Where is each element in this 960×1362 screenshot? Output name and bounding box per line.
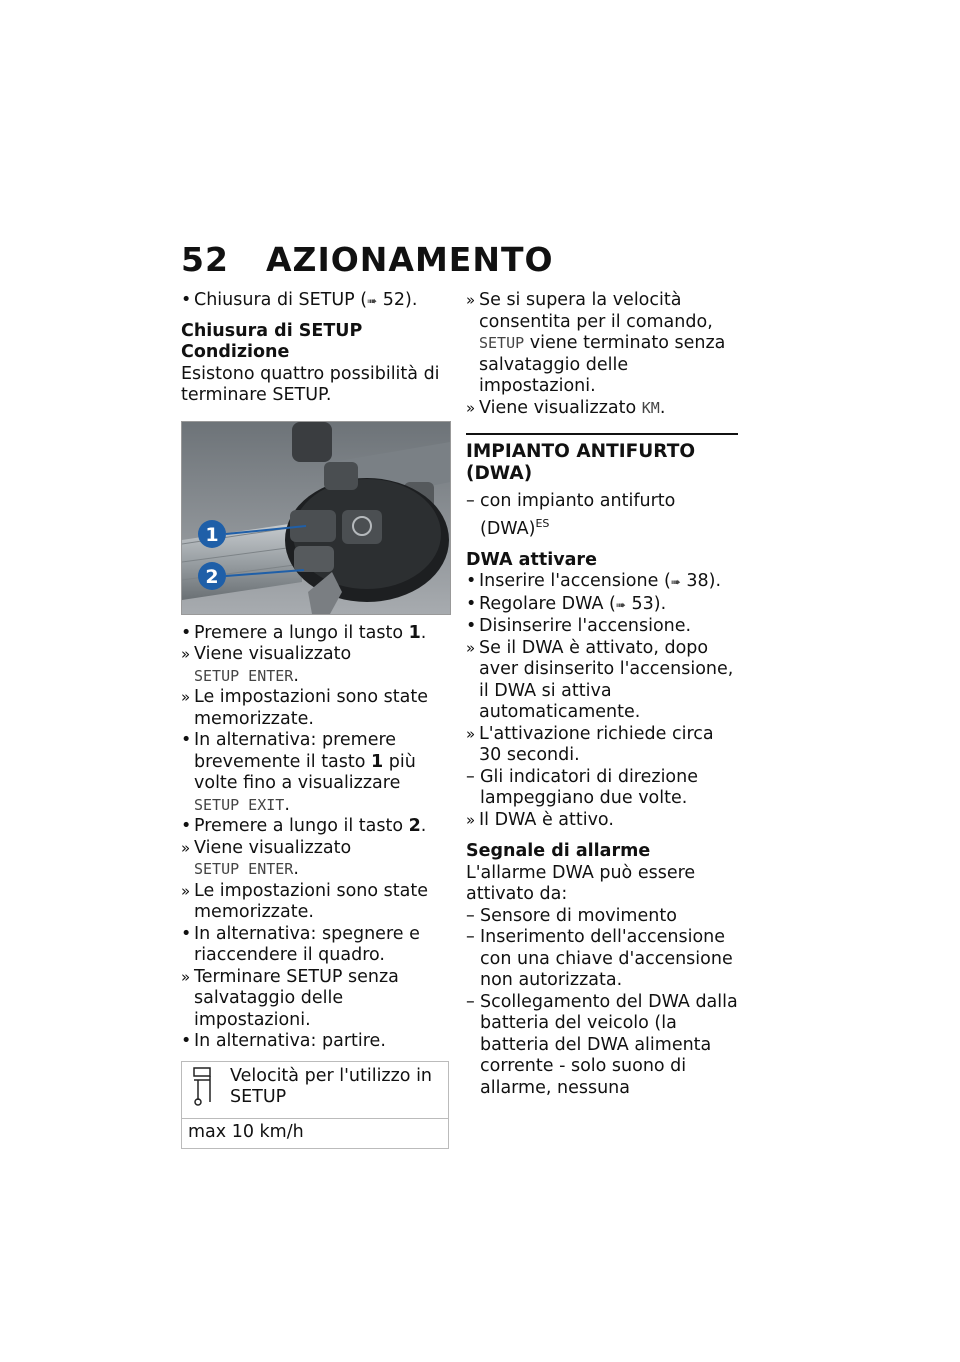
heading-alarm: Segnale di allarme bbox=[466, 841, 651, 862]
page-ref[interactable]: 52). bbox=[382, 290, 418, 310]
condition-item: – con impianto antifurto (DWA)$^{ES}$ bbox=[466, 491, 676, 539]
bullet-icon: • bbox=[181, 730, 192, 750]
bullet-icon: • bbox=[181, 923, 192, 944]
chapter-title: AZIONAMENTO bbox=[266, 240, 554, 279]
bullet-icon: • bbox=[466, 571, 477, 592]
result-item: » Terminare SETUP senza salvataggio delle impostazioni. bbox=[181, 966, 399, 1030]
condition-item: – Gli indicatori di direzione lampeggiano due volte. bbox=[466, 766, 698, 809]
condition-item: – Scollegamento del DWA dalla batteria del veicolo (la batteria del DWA alimenta corrente - solo suono di allarme, nessuna bbox=[466, 991, 738, 1098]
result-icon: » bbox=[466, 724, 476, 743]
dash-icon: – bbox=[466, 766, 475, 787]
result-item: » Viene visualizzato SETUP ENTER. bbox=[181, 644, 352, 686]
page-ref[interactable]: 38). bbox=[686, 571, 722, 592]
spec-label: Velocità per l'utilizzo in SETUP bbox=[230, 1065, 433, 1107]
bullet-item: • In alternativa: spegnere e riaccendere il quadro. bbox=[181, 923, 420, 965]
bullet-item: • Regolare DWA (➠ 53). bbox=[466, 593, 667, 614]
result-item: » Le impostazioni sono state memorizzate. bbox=[181, 880, 428, 922]
callout-label-1: 1 bbox=[205, 523, 219, 546]
page-ref-arrow-icon: ➠ bbox=[670, 575, 681, 590]
condition-item: – Inserimento dell'accensione con una chiave d'accensione non autorizzata. bbox=[466, 927, 733, 991]
result-item: » Se si supera la velocità consentita per il comando, SETUP viene terminato senza salvataggio delle impostazioni. bbox=[466, 290, 726, 396]
bullet-icon: • bbox=[466, 616, 477, 637]
bullet-icon: • bbox=[466, 593, 477, 614]
technical-data-icon bbox=[188, 1066, 230, 1113]
bullet-item: • Inserire l'accensione (➠ 38). bbox=[466, 571, 722, 592]
heading-condition: Condizione bbox=[181, 342, 290, 362]
result-icon: » bbox=[466, 638, 476, 657]
dash-icon: – bbox=[466, 991, 475, 1012]
equipment-code: ES bbox=[535, 516, 550, 530]
callout-label-2: 2 bbox=[205, 565, 219, 588]
result-icon: » bbox=[181, 967, 191, 986]
heading-activate: DWA attivare bbox=[466, 549, 597, 570]
spec-row-label bbox=[182, 1062, 448, 1120]
condition-text: Esistono quattro possibilità di terminare SETUP. bbox=[181, 363, 440, 405]
result-item: » Le impostazioni sono state memorizzate. bbox=[181, 687, 428, 729]
bullet-item: • In alternativa: premere brevemente il tasto 1 più volte fino a visualizzare SETUP EXIT. bbox=[181, 730, 416, 815]
section-title: IMPIANTO ANTIFURTO (DWA) bbox=[466, 433, 738, 485]
handlebar-switch-illustration bbox=[182, 422, 450, 614]
bullet-icon: • bbox=[181, 816, 192, 836]
handlebar-switch-photo bbox=[181, 421, 451, 615]
result-icon: » bbox=[181, 688, 191, 706]
result-icon: » bbox=[181, 881, 191, 900]
bullet-item: • Premere a lungo il tasto 2. bbox=[181, 816, 427, 836]
left-column bbox=[181, 290, 449, 1149]
spec-value: max 10 km/h bbox=[188, 1122, 304, 1142]
result-item: » Viene visualizzato KM. bbox=[466, 397, 666, 418]
result-item: » Il DWA è attivo. bbox=[466, 809, 614, 830]
bullet-icon: • bbox=[181, 1031, 192, 1051]
dash-icon: – bbox=[466, 905, 475, 926]
heading-close-setup: Chiusura di SETUP bbox=[181, 320, 363, 341]
result-item: » Viene visualizzato SETUP ENTER. bbox=[181, 837, 352, 879]
page-ref-arrow-icon: ➠ bbox=[367, 294, 378, 308]
condition-item: – Sensore di movimento bbox=[466, 905, 677, 926]
right-column bbox=[466, 290, 738, 1099]
bullet-item: • Chiusura di SETUP (➠ 52). bbox=[181, 290, 418, 310]
result-icon: » bbox=[466, 291, 476, 309]
result-icon: » bbox=[181, 838, 191, 857]
page-ref[interactable]: 53). bbox=[631, 593, 667, 614]
result-icon: » bbox=[466, 810, 476, 829]
result-item: » Se il DWA è attivato, dopo aver disinserito l'accensione, il DWA si attiva automaticamente. bbox=[466, 637, 734, 723]
result-icon: » bbox=[466, 398, 476, 417]
bullet-item: • In alternativa: partire. bbox=[181, 1031, 386, 1051]
page-ref-arrow-icon: ➠ bbox=[615, 597, 626, 612]
alarm-text: L'allarme DWA può essere attivato da: bbox=[466, 862, 696, 905]
bullet-icon: • bbox=[181, 290, 192, 310]
spec-table bbox=[181, 1061, 449, 1149]
result-icon: » bbox=[181, 645, 191, 663]
dash-icon: – bbox=[466, 927, 475, 948]
result-item: » L'attivazione richiede circa 30 secondi. bbox=[466, 723, 714, 766]
page-number: 52 bbox=[181, 240, 229, 279]
bullet-icon: • bbox=[181, 622, 192, 643]
bullet-item: • Premere a lungo il tasto 1. bbox=[181, 622, 427, 643]
dash-icon: – bbox=[466, 491, 475, 511]
bullet-item: • Disinserire l'accensione. bbox=[466, 616, 692, 637]
page-header bbox=[181, 240, 741, 279]
